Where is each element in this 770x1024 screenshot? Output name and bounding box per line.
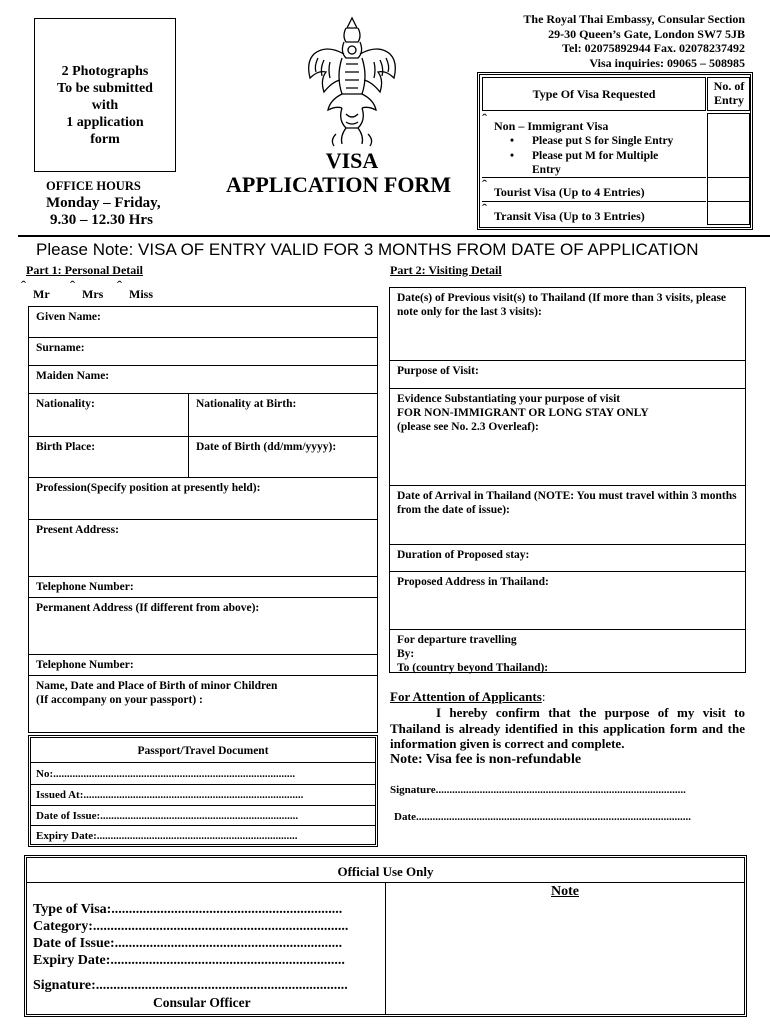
header-divider xyxy=(18,235,770,237)
attention-heading xyxy=(390,689,545,705)
passport-box xyxy=(28,735,378,847)
part2-heading: Part 2: Visiting Detail xyxy=(390,263,502,277)
form-title-visa: VISA xyxy=(325,148,379,173)
photo-box-line: 2 Photographs xyxy=(61,64,149,79)
birth-place-field[interactable] xyxy=(28,436,189,478)
official-use-box xyxy=(24,855,747,1017)
mrs-checkbox[interactable]: ˆ xyxy=(70,279,75,295)
office-days: Monday – Friday, xyxy=(46,195,161,211)
applicant-date-field[interactable]: Date.................................................................................................... xyxy=(394,811,691,823)
entry-header: No. of Entry xyxy=(713,79,745,107)
photo-box-line: with xyxy=(91,98,119,113)
minor-children-label: Name, Date and Place of Birth of minor Children xyxy=(36,680,278,692)
non-immigrant-label: Non – Immigrant Visa xyxy=(494,119,609,133)
fee-note: Note: Visa fee is non-refundable xyxy=(390,752,582,767)
office-hours-label: OFFICE HOURS xyxy=(46,179,141,193)
mr-checkbox[interactable]: ˆ xyxy=(21,279,26,295)
official-visa-type-field[interactable]: Type of Visa:.................................................................. xyxy=(33,902,343,917)
attention-colon: : xyxy=(541,689,546,704)
present-address-label: Present Address: xyxy=(36,524,119,536)
departure-label: For departure travelling xyxy=(397,634,517,646)
transit-visa-label: Transit Visa (Up to 3 Entries) xyxy=(494,209,645,223)
form-title: APPLICATION FORM xyxy=(226,172,452,197)
minor-children-label: (If accompany on your passport) : xyxy=(36,694,203,706)
passport-number-field[interactable]: No:........................................................................................ xyxy=(36,768,296,780)
arrival-date-field[interactable] xyxy=(389,485,746,545)
date-of-birth-field[interactable] xyxy=(188,436,378,478)
present-address-field[interactable] xyxy=(28,519,378,577)
date-of-birth-label: Date of Birth (dd/mm/yyyy): xyxy=(196,441,337,453)
address-thailand-field[interactable] xyxy=(389,571,746,630)
purpose-of-visit-label: Purpose of Visit: xyxy=(397,365,479,377)
official-date-of-issue-field[interactable]: Date of Issue:................................................................. xyxy=(33,936,343,951)
passport-heading: Passport/Travel Document xyxy=(137,745,269,757)
passport-expiry-field[interactable]: Expiry Date:......................................................................... xyxy=(36,830,298,842)
maiden-name-field[interactable] xyxy=(28,365,378,394)
passport-date-of-issue-field[interactable]: Date of Issue:........................................................................ xyxy=(36,810,299,822)
part1-heading: Part 1: Personal Detail xyxy=(26,263,143,277)
surname-label: Surname: xyxy=(36,342,85,354)
arrival-date-label: Date of Arrival in Thailand (NOTE: You must travel within 3 months from the date of issue): xyxy=(397,490,737,516)
photo-box-line: form xyxy=(90,132,120,147)
embassy-line: The Royal Thai Embassy, Consular Section xyxy=(523,12,745,26)
attention-text: I hereby confirm that the purpose of my visit to Thailand is already identified in this application form and the information given is correct and complete. xyxy=(390,705,745,751)
photo-box-line: 1 application xyxy=(66,115,144,130)
profession-label: Profession(Specify position at presently held): xyxy=(36,482,261,494)
consular-officer-label: Consular Officer xyxy=(153,995,251,1010)
previous-visits-field[interactable] xyxy=(389,287,746,361)
duration-label: Duration of Proposed stay: xyxy=(397,549,530,561)
given-name-field[interactable] xyxy=(28,306,378,338)
telephone-permanent-field[interactable] xyxy=(28,654,378,676)
maiden-name-label: Maiden Name: xyxy=(36,370,110,382)
evidence-field[interactable] xyxy=(389,388,746,486)
telephone-permanent-label: Telephone Number: xyxy=(36,659,134,671)
official-signature-field[interactable]: Signature:........................................................................ xyxy=(33,978,348,993)
miss-checkbox[interactable]: ˆ xyxy=(117,279,122,295)
embassy-line: 29-30 Queen’s Gate, London SW7 5JB xyxy=(548,26,745,41)
note-heading: Note xyxy=(551,884,579,899)
previous-visits-label: Date(s) of Previous visit(s) to Thailand (If more than 3 visits, please note only for the last 3 visits): xyxy=(397,292,727,318)
non-immigrant-checkbox[interactable]: ˆ xyxy=(482,112,487,128)
departure-label: By: xyxy=(397,648,415,660)
mr-label: Mr xyxy=(33,287,50,301)
official-use-heading: Official Use Only xyxy=(337,864,434,879)
departure-field[interactable] xyxy=(389,629,746,673)
profession-field[interactable] xyxy=(28,477,378,520)
applicant-signature-field[interactable]: Signature........................................................................................... xyxy=(390,784,686,796)
embassy-address xyxy=(523,12,745,70)
given-name-label: Given Name: xyxy=(36,311,101,323)
address-thailand-label: Proposed Address in Thailand: xyxy=(397,576,549,588)
visa-type-table xyxy=(477,72,753,230)
evidence-label: Evidence Substantiating your purpose of visit xyxy=(397,393,621,405)
birth-place-label: Birth Place: xyxy=(36,441,96,453)
departure-label: To (country beyond Thailand): xyxy=(397,662,549,674)
photo-box-line: To be submitted xyxy=(57,81,153,96)
bullet-multiple-text: Please put M for Multiple Entry xyxy=(532,150,659,176)
validity-notice: Please Note: VISA OF ENTRY VALID FOR 3 MONTHS FROM DATE OF APPLICATION xyxy=(36,240,699,259)
nationality-at-birth-field[interactable] xyxy=(188,393,378,437)
bullet-multiple-entry: • Please put M for Multiple Entry xyxy=(510,149,685,177)
miss-label: Miss xyxy=(129,287,153,301)
telephone-label: Telephone Number: xyxy=(36,581,134,593)
evidence-label: FOR NON-IMMIGRANT OR LONG STAY ONLY xyxy=(397,407,649,419)
bullet-single-text: Please put S for Single Entry xyxy=(532,135,674,147)
purpose-of-visit-field[interactable] xyxy=(389,360,746,389)
bullet-single-entry: • Please put S for Single Entry xyxy=(510,134,706,148)
photo-box xyxy=(34,18,176,172)
embassy-line: Visa inquiries: 09065 – 508985 xyxy=(589,55,745,70)
permanent-address-label: Permanent Address (If different from above): xyxy=(36,602,260,614)
evidence-label: (please see No. 2.3 Overleaf): xyxy=(397,421,539,433)
permanent-address-field[interactable] xyxy=(28,597,378,655)
tourist-visa-label: Tourist Visa (Up to 4 Entries) xyxy=(494,185,645,199)
tourist-visa-checkbox[interactable]: ˆ xyxy=(482,178,487,194)
nationality-at-birth-label: Nationality at Birth: xyxy=(196,398,297,410)
embassy-line: Tel: 02075892944 Fax. 02078237492 xyxy=(562,41,745,55)
official-expiry-field[interactable]: Expiry Date:................................................................... xyxy=(33,953,345,968)
transit-visa-checkbox[interactable]: ˆ xyxy=(482,202,487,218)
nationality-label: Nationality: xyxy=(36,398,95,410)
duration-field[interactable] xyxy=(389,544,746,572)
garuda-emblem-icon xyxy=(300,14,404,148)
attention-heading-text: For Attention of Applicants xyxy=(390,689,542,704)
mrs-label: Mrs xyxy=(82,287,104,301)
issued-at-field[interactable]: Issued At:................................................................................ xyxy=(36,789,304,801)
surname-field[interactable] xyxy=(28,337,378,366)
minor-children-field[interactable] xyxy=(28,675,378,733)
office-time: 9.30 – 12.30 Hrs xyxy=(50,212,153,228)
visa-type-header: Type Of Visa Requested xyxy=(532,87,656,101)
telephone-field[interactable] xyxy=(28,576,378,598)
official-category-field[interactable]: Category:......................................................................... xyxy=(33,919,349,934)
nationality-field[interactable] xyxy=(28,393,189,437)
